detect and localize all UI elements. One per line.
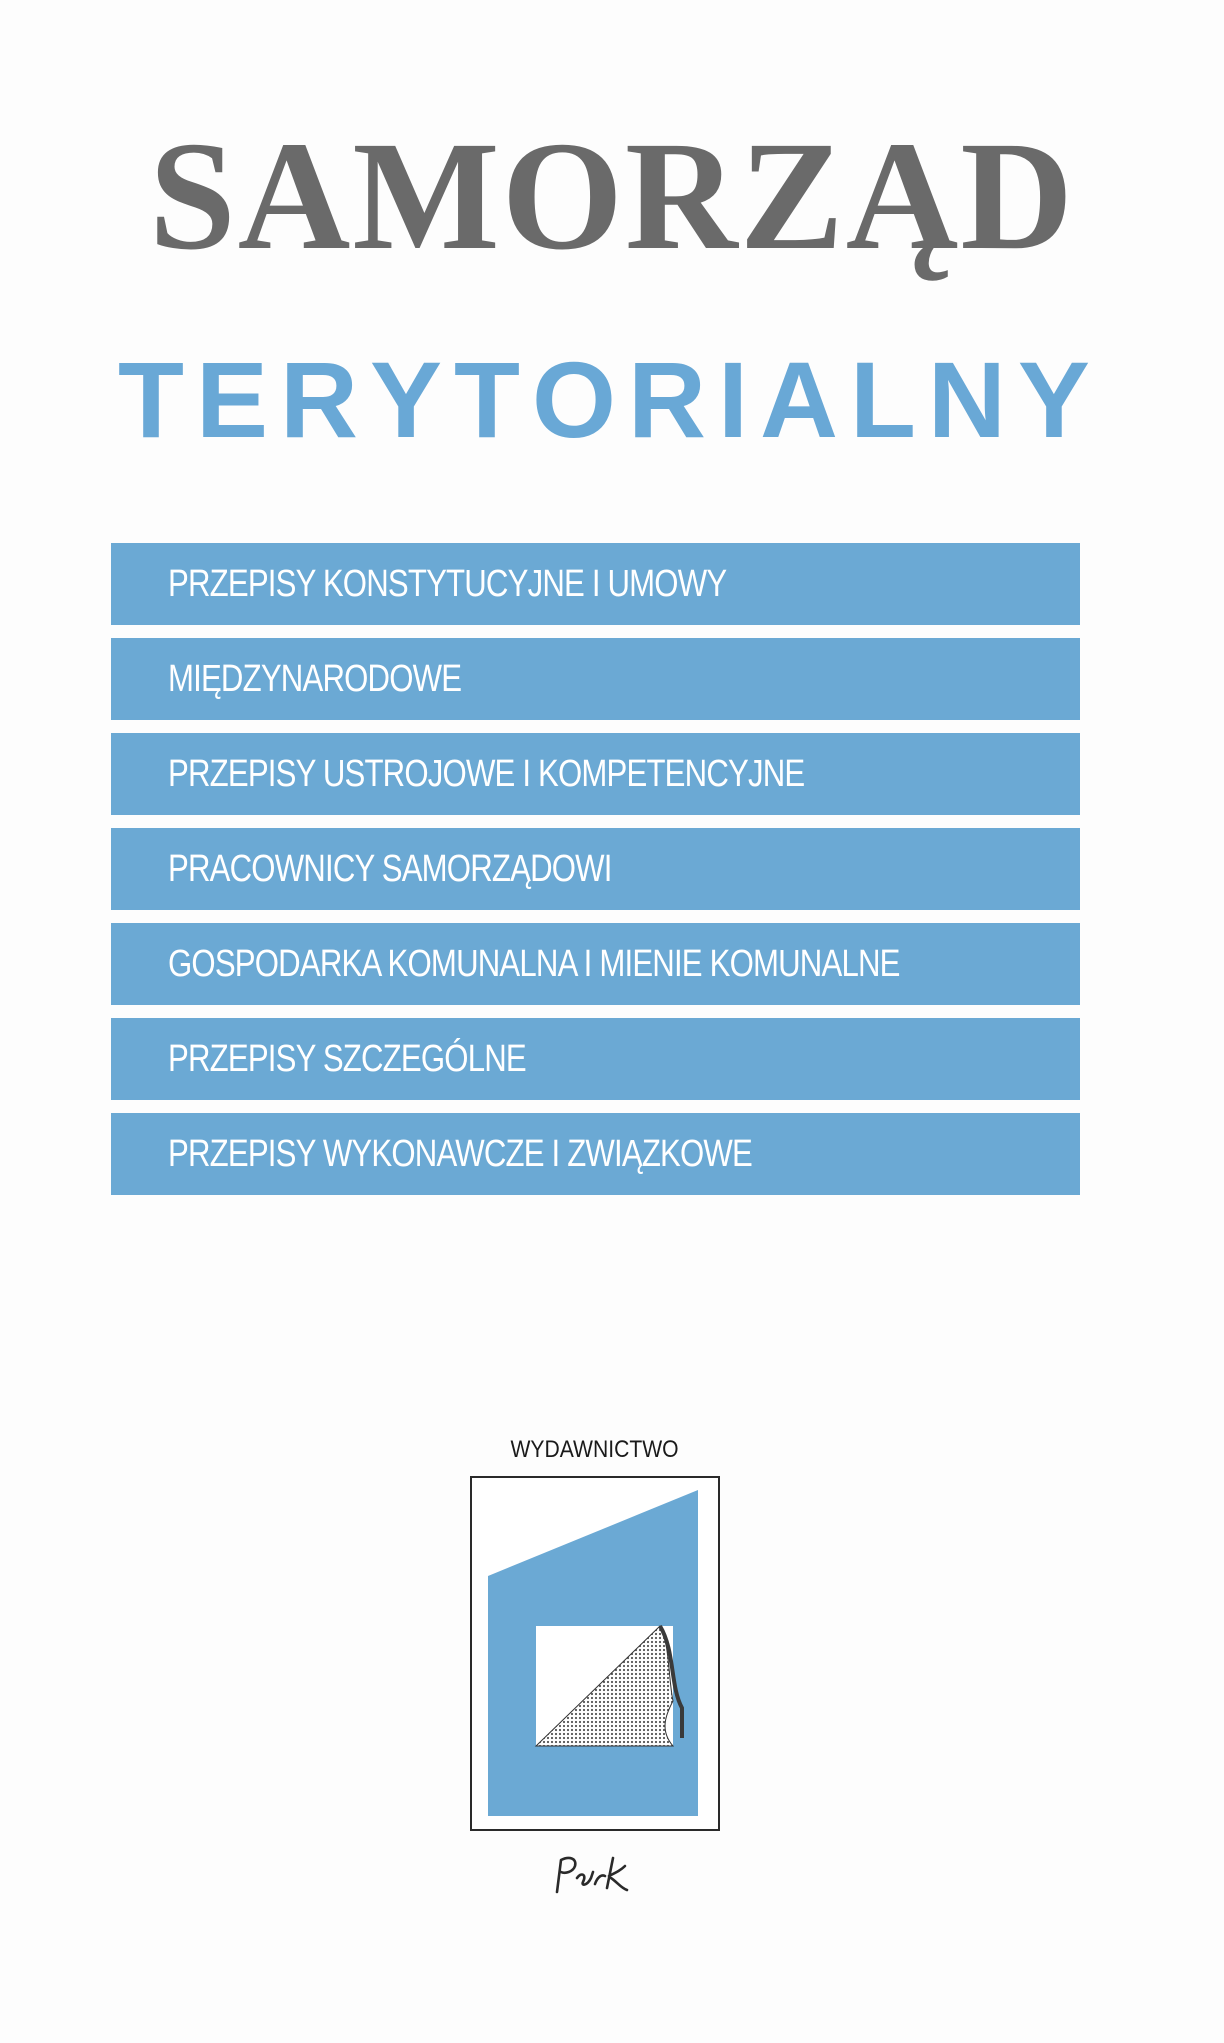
section-list	[111, 543, 1080, 1208]
section-band	[111, 923, 1080, 1005]
cover-title: SAMORZĄD	[148, 109, 1076, 282]
publisher-label: WYDAWNICTWO	[510, 1436, 680, 1463]
section-label: MIĘDZYNARODOWE	[168, 657, 462, 700]
section-label: PRACOWNICY SAMORZĄDOWI	[168, 847, 612, 890]
subtitle-letter: N	[927, 339, 1006, 460]
subtitle-letter: I	[717, 339, 748, 460]
publisher-logo-icon	[470, 1476, 720, 1831]
cover-subtitle	[118, 339, 1090, 460]
section-label: PRZEPISY USTROJOWE I KOMPETENCYJNE	[168, 752, 805, 795]
section-band	[111, 733, 1080, 815]
section-band	[111, 1113, 1080, 1195]
section-band	[111, 638, 1080, 720]
subtitle-letter: R	[280, 339, 358, 460]
section-label: PRZEPISY WYKONAWCZE I ZWIĄZKOWE	[168, 1132, 752, 1175]
subtitle-letter: A	[759, 339, 838, 460]
subtitle-letter: L	[849, 339, 916, 460]
subtitle-letter: T	[118, 339, 184, 460]
subtitle-letter: T	[454, 339, 520, 460]
subtitle-letter: E	[195, 339, 269, 460]
publisher-signature-icon	[547, 1848, 637, 1898]
section-band	[111, 1018, 1080, 1100]
section-label: PRZEPISY KONSTYTUCYJNE I UMOWY	[168, 562, 727, 605]
subtitle-letter: O	[531, 339, 616, 460]
publisher-heading	[470, 1436, 720, 1472]
section-label: PRZEPISY SZCZEGÓLNE	[168, 1037, 526, 1080]
subtitle-letter: R	[627, 339, 706, 460]
section-label: GOSPODARKA KOMUNALNA I MIENIE KOMUNALNE	[168, 942, 900, 985]
section-band	[111, 543, 1080, 625]
subtitle-letter: Y	[369, 339, 443, 460]
subtitle-letter: Y	[1017, 339, 1090, 460]
section-band	[111, 828, 1080, 910]
